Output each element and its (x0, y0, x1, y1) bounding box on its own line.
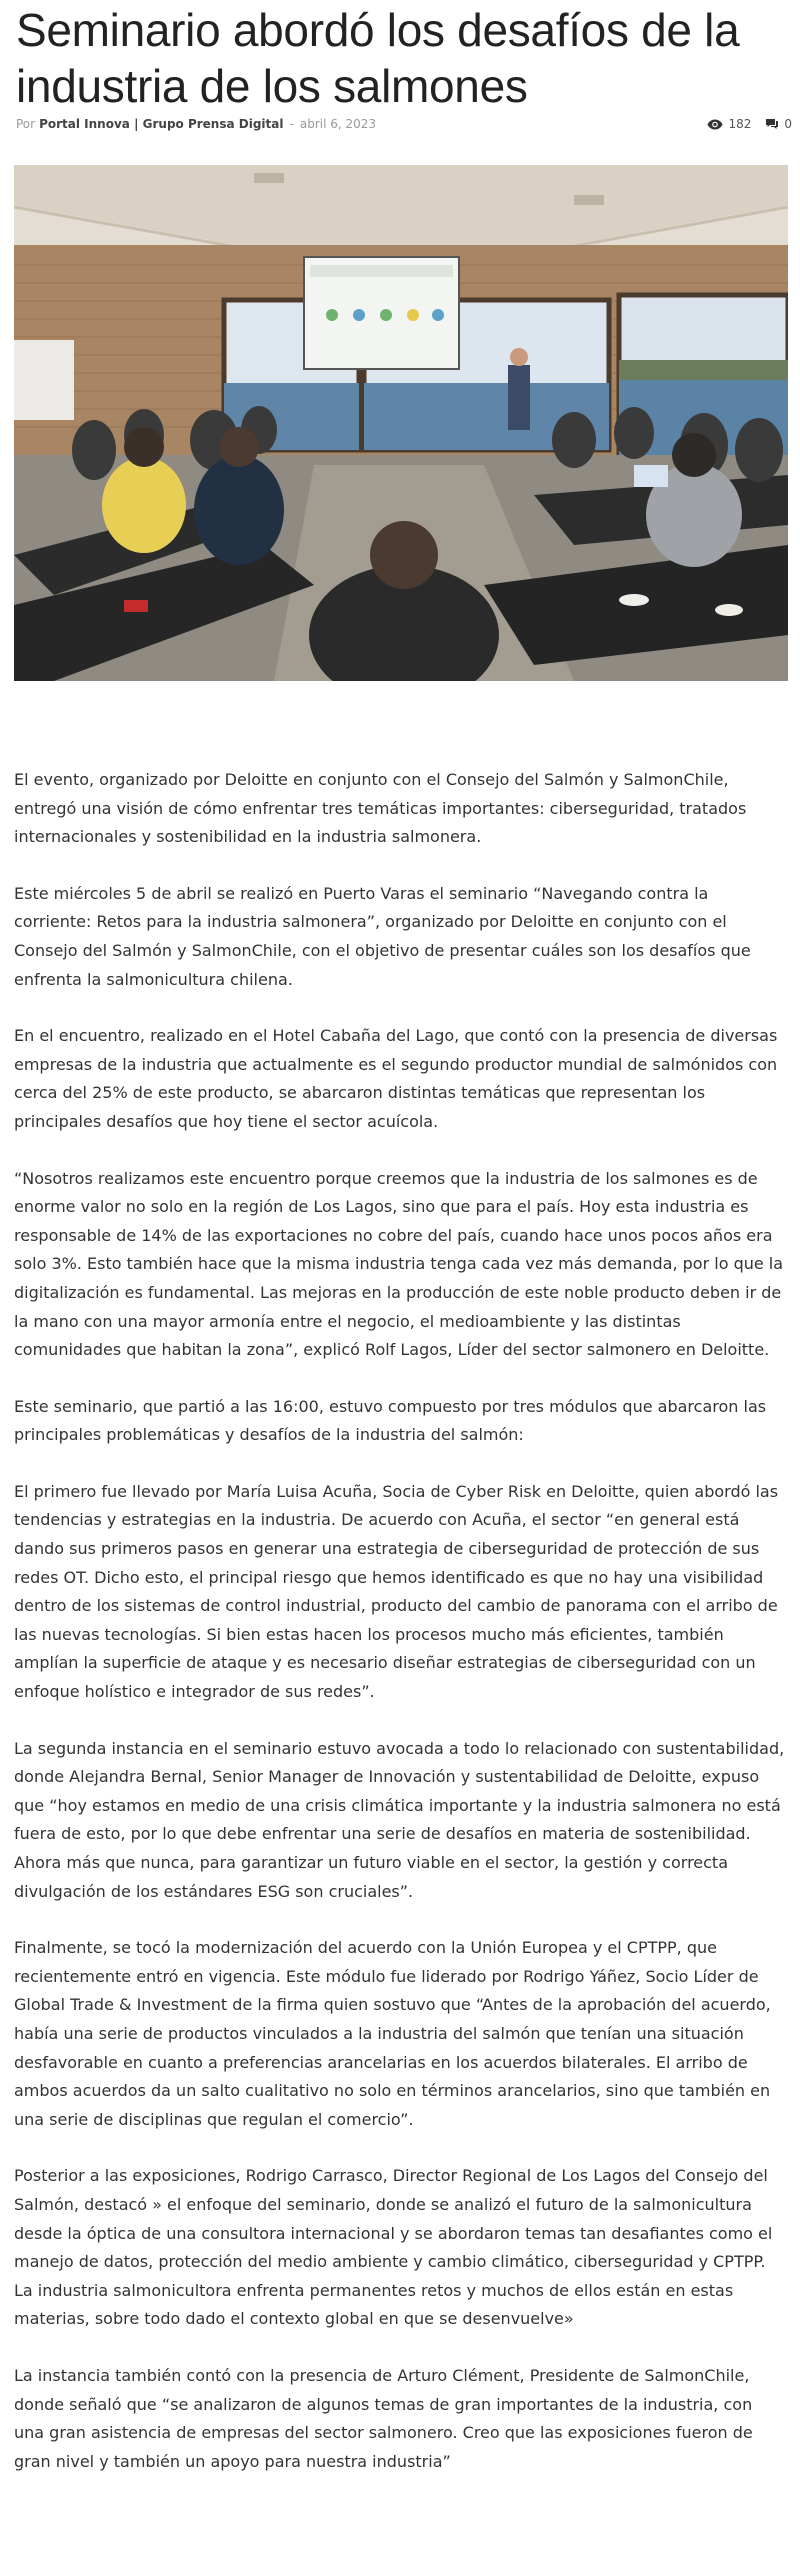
paragraph: Este seminario, que partió a las 16:00, estuvo compuesto por tres módulos que abarcaron las principales problemáticas y desafíos de la industria del salmón: (14, 1396, 767, 1445)
author-link[interactable]: Portal Innova | Grupo Prensa Digital (39, 117, 284, 131)
paragraph: El primero fue llevado por María Luisa Acuña, Socia de Cyber Risk en Deloitte, quien abordó las tendencias y estrategias en la industria. De acuerdo con Acuña, el sector “en general está dando sus primeros pasos en generar una estrategia de ciberseguridad de protección de sus redes OT. Dicho esto, el principal riesgo que hemos identificado es que no hay una visibilidad dentro de los sistemas de control industrial, producto del cambio de panorama con el arribo de las nuevas tecnologías. Si bien estas hacen los procesos mucho más eficientes, también amplían la superficie de ataque y es necesario diseñar estrategias de ciberseguridad con un enfoque holístico e integrador de sus redes”. (14, 1481, 779, 1702)
comments-counter[interactable] (765, 117, 792, 131)
paragraph: La instancia también contó con la presencia de Arturo Clément, Presidente de SalmonChile, donde señaló que “se analizaron de algunos temas de gran importantes de la industria, con una gran asistencia de empresas del sector salmonero. Creo que las exposiciones fueron de gran nivel y también un apoyo para nuestra industria” (14, 2365, 753, 2471)
views-counter (707, 117, 751, 131)
article-stats (707, 117, 792, 131)
comments-count: 0 (784, 117, 792, 131)
article-meta (16, 117, 792, 137)
featured-image (14, 165, 788, 681)
comment-icon (765, 118, 779, 130)
seminar-photo (14, 165, 788, 681)
article-body (14, 766, 786, 2504)
paragraph: Finalmente, se tocó la modernización del acuerdo con la Unión Europea y el CPTPP, que recientemente entró en vigencia. Este módulo fue liderado por Rodrigo Yáñez, Socio Líder de Global Trade & Investment de la firma quien sostuvo que “Antes de la aprobación del acuerdo, había una serie de productos vinculados a la industria del salmón que tenían una situación desfavorable en cuanto a preferencias arancelarias en los acuerdos bilaterales. El arribo de ambos acuerdos da un salto cualitativo no solo en términos arancelarios, sino que también en una serie de disciplinas que regulan el comercio”. (14, 1938, 771, 2129)
by-label: Por (16, 117, 36, 131)
publish-date: abril 6, 2023 (299, 117, 377, 131)
eye-icon (707, 119, 723, 130)
views-count: 182 (728, 117, 752, 131)
paragraph: Posterior a las exposiciones, Rodrigo Carrasco, Director Regional de Los Lagos del Consejo del Salmón, destacó » el enfoque del seminario, donde se analizó el futuro de la salmonicultura desde la óptica de una consultora internacional y se abordaron temas tan desafiantes como el manejo de datos, protección del medio ambiente y cambio climático, ciberseguridad y CPTPP. La industria salmonicultora enfrenta permanentes retos y muchos de ellos están en estas materias, sobre todo dado el contexto global en que se desenvuelve» (14, 2166, 773, 2329)
paragraph: En el encuentro, realizado en el Hotel Cabaña del Lago, que contó con la presencia de diversas empresas de la industria que actualmente es el segundo productor mundial de salmónidos con cerca del 25% de este producto, se abarcaron distintas temáticas que representan los principales desafíos que hoy tiene el sector acuícola. (14, 1026, 778, 1131)
paragraph: Este miércoles 5 de abril se realizó en Puerto Varas el seminario “Navegando contra la corriente: Retos para la industria salmonera”, organizado por Deloitte en conjunto con el Consejo del Salmón y SalmonChile, con el objetivo de presentar cuáles son los desafíos que enfrenta la salmonicultura chilena. (14, 883, 751, 989)
paragraph: “Nosotros realizamos este encuentro porque creemos que la industria de los salmones es de enorme valor no solo en la región de Los Lagos, sino que para el país. Hoy esta industria es responsable de 14% de las exportaciones no cobre del país, cuando hace unos pocos años era solo 3%. Esto también hace que la misma industria tenga cada vez más demanda, por lo que la digitalización es fundamental. Las mejoras en la producción de este noble producto deben ir de la mano con una mayor armonía entre el negocio, el medioambiente y las distintas comunidades que habitan la zona”, explicó Rolf Lagos, Líder del sector salmonero en Deloitte. (14, 1168, 784, 1360)
article-title: Seminario abordó los desafíos de la industria de los salmones (16, 4, 740, 112)
paragraph: La segunda instancia en el seminario estuvo avocada a todo lo relacionado con sustentabilidad, donde Alejandra Bernal, Senior Manager de Innovación y sustentabilidad de Deloitte, expuso que “hoy estamos en medio de una crisis climática importante y la industria salmonera no está fuera de esto, por lo que debe enfrentar una serie de desafíos en materia de sostenibilidad. Ahora más que nunca, para garantizar un futuro viable en el sector, la gestión y correcta divulgación de los estándares ESG son cruciales”. (14, 1738, 785, 1901)
paragraph: El evento, organizado por Deloitte en conjunto con el Consejo del Salmón y SalmonChile, entregó una visión de cómo enfrentar tres temáticas importantes: ciberseguridad, tratados internacionales y sostenibilidad en la industria salmonera. (14, 770, 747, 847)
meta-separator: - (289, 117, 294, 131)
